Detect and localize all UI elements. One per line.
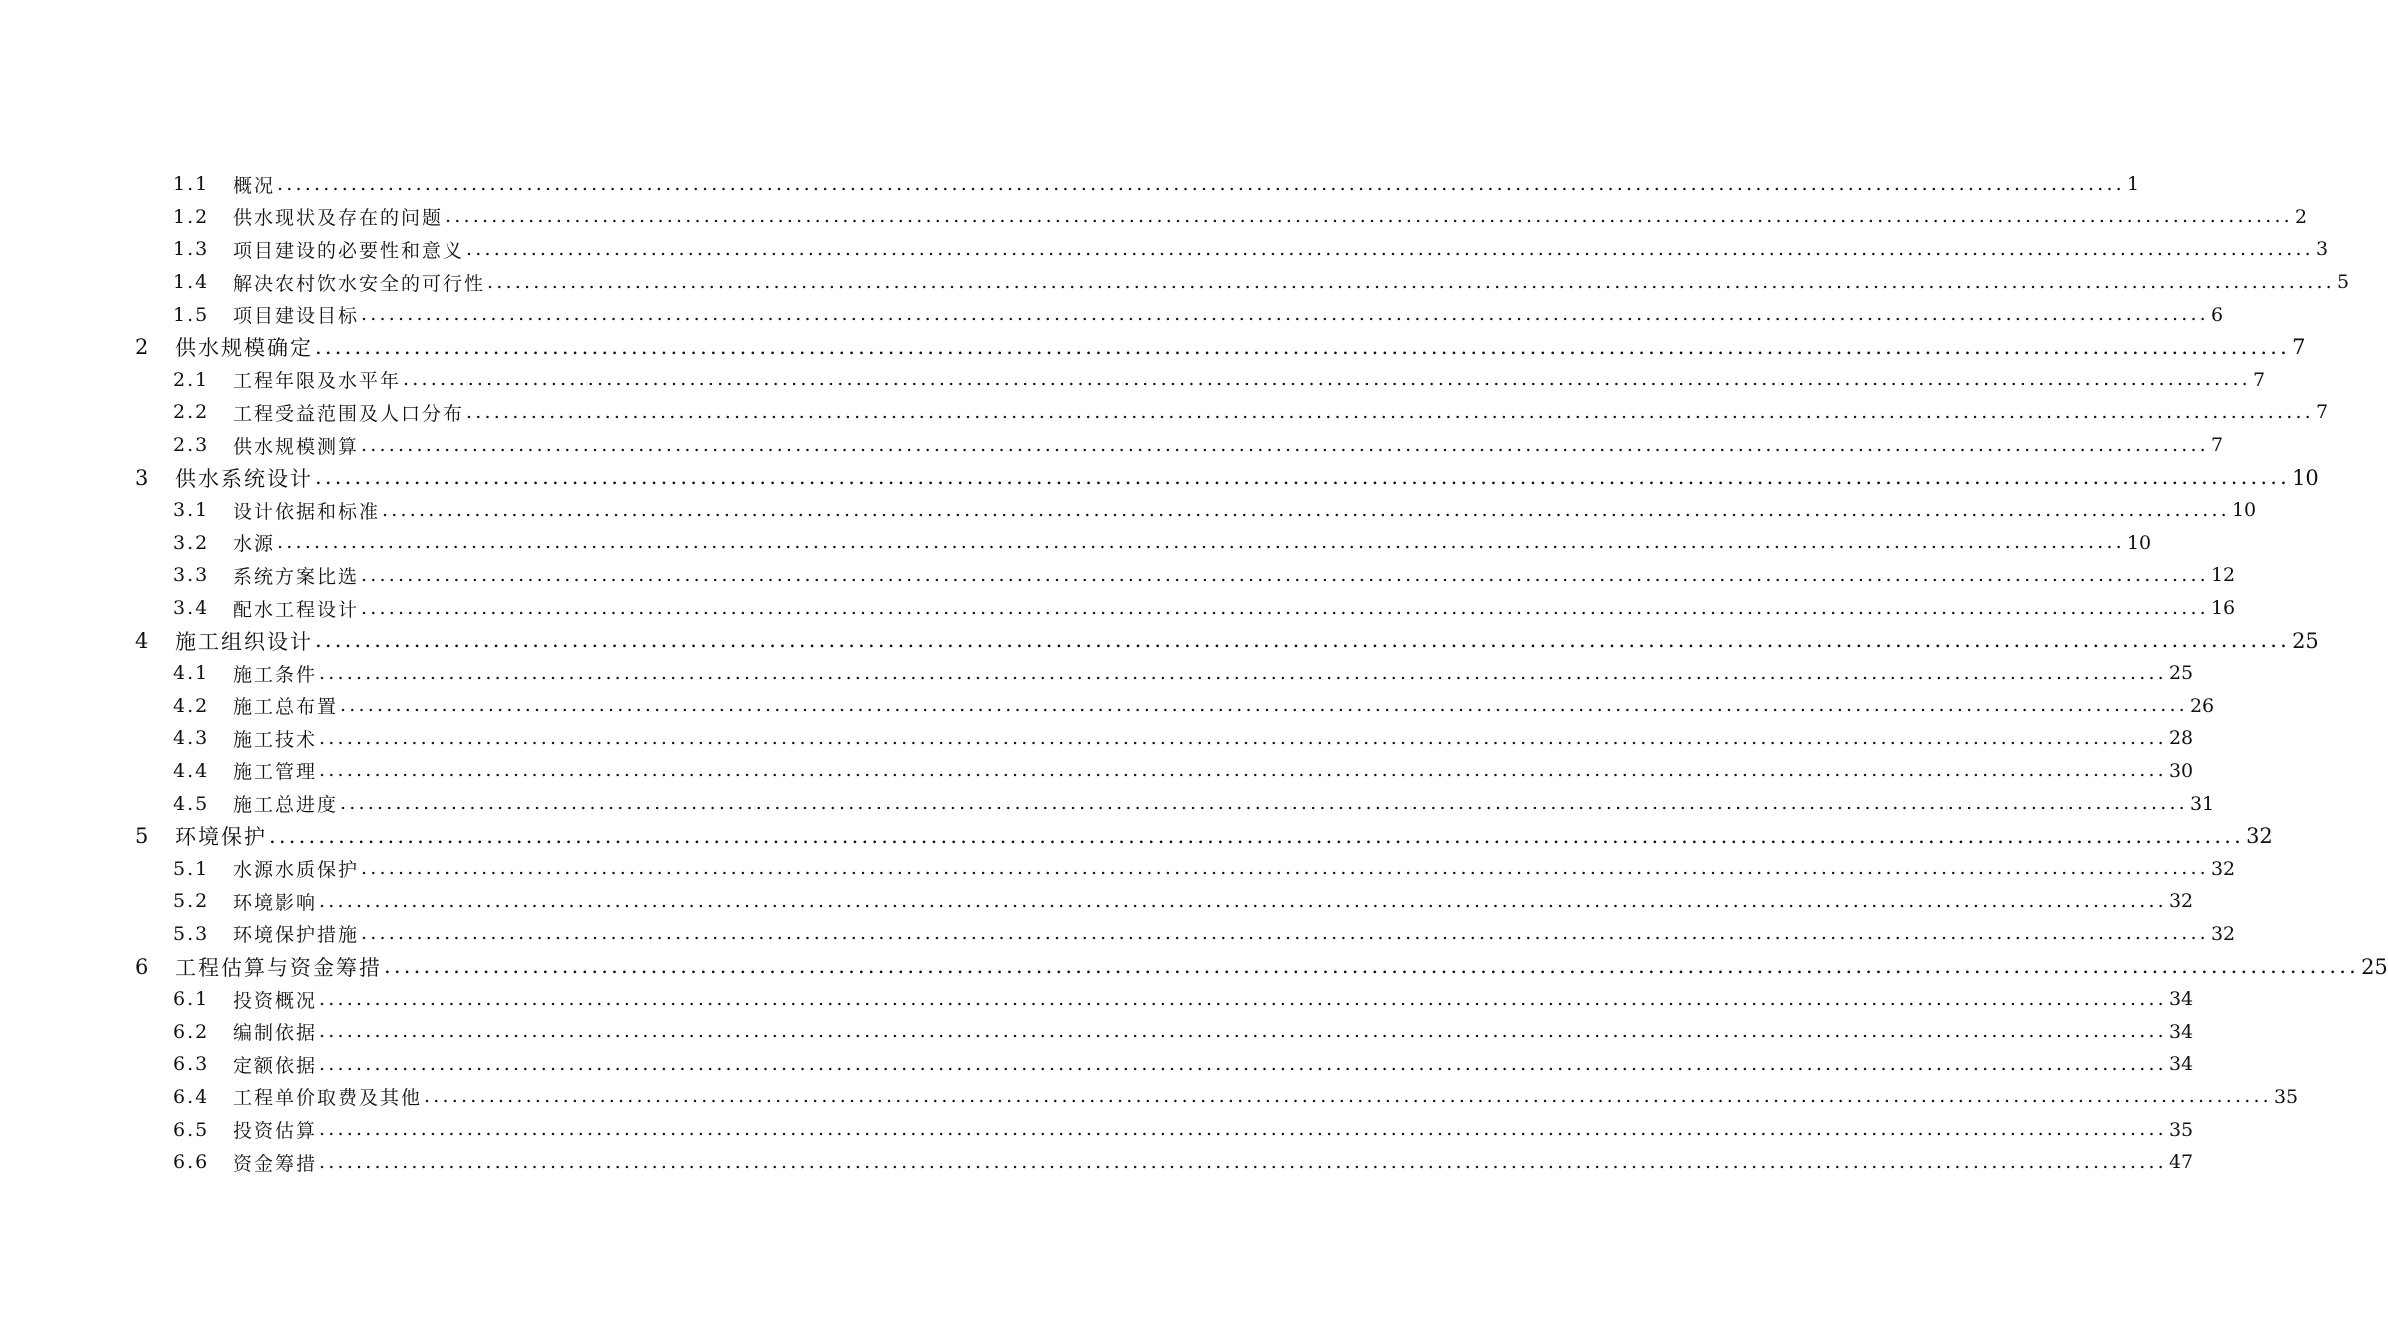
toc-entry-page-number: 16 bbox=[2210, 597, 2236, 620]
toc-entry-number: 1.3 bbox=[173, 238, 210, 261]
dot-leader: ........................................................................................................................................................................................................ bbox=[319, 889, 2167, 912]
dot-leader: ........................................................................................................................................................................................................ bbox=[319, 1150, 2167, 1173]
toc-section-entry[interactable] bbox=[135, 755, 2194, 788]
toc-section-entry[interactable] bbox=[135, 983, 2194, 1016]
toc-section-entry[interactable] bbox=[135, 1048, 2194, 1081]
toc-entry-number: 3.1 bbox=[173, 499, 210, 522]
toc-entry-title: 供水现状及存在的问题 bbox=[233, 207, 444, 230]
toc-entry-title: 施工总进度 bbox=[233, 794, 339, 817]
toc-section-entry[interactable] bbox=[135, 852, 2236, 885]
toc-section-entry[interactable] bbox=[135, 722, 2194, 755]
dot-leader: ........................................................................................................................................................................................................ bbox=[319, 759, 2167, 782]
toc-entry-page-number: 10 bbox=[2231, 499, 2257, 522]
dot-leader: ........................................................................................................................................................................................................ bbox=[382, 498, 2230, 521]
toc-entry-number: 2.1 bbox=[173, 368, 210, 391]
toc-section-entry[interactable] bbox=[135, 1015, 2194, 1048]
toc-section-entry[interactable] bbox=[135, 396, 2329, 429]
toc-section-entry[interactable] bbox=[135, 787, 2215, 820]
toc-section-entry[interactable] bbox=[135, 657, 2194, 690]
toc-entry-page-number: 5 bbox=[2336, 271, 2350, 294]
toc-entry-title: 工程单价取费及其他 bbox=[233, 1087, 423, 1110]
toc-entry-title: 项目建设的必要性和意义 bbox=[233, 239, 465, 262]
toc-entry-number: 1.1 bbox=[173, 173, 210, 196]
toc-entry-title: 解决农村饮水安全的可行性 bbox=[233, 272, 486, 295]
toc-section-entry[interactable] bbox=[135, 690, 2215, 723]
toc-entry-title: 工程受益范围及人口分布 bbox=[233, 402, 465, 425]
toc-entry-page-number: 10 bbox=[2126, 531, 2152, 554]
dot-leader: ........................................................................................................................................................................................................ bbox=[466, 400, 2314, 423]
toc-chapter-entry[interactable] bbox=[135, 624, 2319, 657]
toc-entry-number: 6 bbox=[135, 954, 149, 979]
toc-entry-title: 投资概况 bbox=[233, 989, 318, 1012]
toc-entry-page-number: 32 bbox=[2210, 922, 2236, 945]
table-of-contents bbox=[135, 168, 2388, 1178]
dot-leader: ........................................................................................................................................................................................................ bbox=[384, 954, 2360, 979]
toc-entry-title: 系统方案比选 bbox=[233, 565, 360, 588]
toc-entry-title: 资金筹措 bbox=[233, 1152, 318, 1175]
dot-leader: ........................................................................................................................................................................................................ bbox=[361, 433, 2209, 456]
toc-entry-number: 1.2 bbox=[173, 205, 210, 228]
toc-entry-title: 水源水质保护 bbox=[233, 859, 360, 882]
toc-section-entry[interactable] bbox=[135, 918, 2236, 951]
toc-entry-title: 项目建设目标 bbox=[233, 305, 360, 328]
toc-entry-number: 3.2 bbox=[173, 531, 210, 554]
toc-entry-title: 概况 bbox=[233, 174, 276, 197]
toc-entry-number: 4.1 bbox=[173, 662, 210, 685]
toc-entry-page-number: 25 bbox=[2168, 662, 2194, 685]
toc-entry-page-number: 7 bbox=[2315, 401, 2329, 424]
toc-section-entry[interactable] bbox=[135, 364, 2266, 397]
toc-section-entry[interactable] bbox=[135, 494, 2257, 527]
dot-leader: ........................................................................................................................................................................................................ bbox=[277, 531, 2125, 554]
toc-entry-title: 工程估算与资金筹措 bbox=[175, 955, 382, 980]
toc-entry-title: 环境保护措施 bbox=[233, 924, 360, 947]
toc-entry-page-number: 31 bbox=[2189, 792, 2215, 815]
toc-entry-title: 环境保护 bbox=[175, 825, 267, 850]
toc-entry-title: 施工条件 bbox=[233, 663, 318, 686]
toc-section-entry[interactable] bbox=[135, 592, 2236, 625]
toc-entry-number: 2 bbox=[135, 335, 149, 360]
toc-entry-page-number: 26 bbox=[2189, 694, 2215, 717]
dot-leader: ........................................................................................................................................................................................................ bbox=[319, 661, 2167, 684]
toc-entry-number: 5.2 bbox=[173, 890, 210, 913]
toc-section-entry[interactable] bbox=[135, 266, 2350, 299]
toc-entry-number: 2.3 bbox=[173, 434, 210, 457]
dot-leader: ........................................................................................................................................................................................................ bbox=[424, 1085, 2272, 1108]
toc-entry-title: 施工技术 bbox=[233, 728, 318, 751]
dot-leader: ........................................................................................................................................................................................................ bbox=[340, 694, 2188, 717]
toc-entry-page-number: 3 bbox=[2315, 238, 2329, 261]
dot-leader: ........................................................................................................................................................................................................ bbox=[487, 270, 2335, 293]
toc-section-entry[interactable] bbox=[135, 201, 2308, 234]
toc-entry-page-number: 34 bbox=[2168, 1020, 2194, 1043]
toc-entry-page-number: 7 bbox=[2252, 368, 2266, 391]
toc-entry-page-number: 28 bbox=[2168, 727, 2194, 750]
toc-entry-page-number: 7 bbox=[2210, 434, 2224, 457]
toc-entry-number: 4 bbox=[135, 628, 149, 653]
toc-entry-page-number: 32 bbox=[2210, 857, 2236, 880]
toc-entry-title: 设计依据和标准 bbox=[233, 500, 381, 523]
toc-entry-number: 5 bbox=[135, 824, 149, 849]
toc-entry-number: 6.3 bbox=[173, 1053, 210, 1076]
toc-entry-number: 1.4 bbox=[173, 271, 210, 294]
toc-entry-page-number: 6 bbox=[2210, 303, 2224, 326]
toc-section-entry[interactable] bbox=[135, 1113, 2194, 1146]
dot-leader: ........................................................................................................................................................................................................ bbox=[340, 792, 2188, 815]
dot-leader: ........................................................................................................................................................................................................ bbox=[361, 303, 2209, 326]
toc-chapter-entry[interactable] bbox=[135, 950, 2388, 983]
dot-leader: ........................................................................................................................................................................................................ bbox=[319, 1052, 2167, 1075]
dot-leader: ........................................................................................................................................................................................................ bbox=[319, 987, 2167, 1010]
toc-entry-page-number: 34 bbox=[2168, 988, 2194, 1011]
toc-chapter-entry[interactable] bbox=[135, 820, 2273, 853]
dot-leader: ........................................................................................................................................................................................................ bbox=[315, 628, 2291, 653]
dot-leader: ........................................................................................................................................................................................................ bbox=[269, 823, 2245, 848]
toc-section-entry[interactable] bbox=[135, 429, 2224, 462]
toc-entry-number: 6.4 bbox=[173, 1085, 210, 1108]
toc-entry-number: 4.3 bbox=[173, 727, 210, 750]
toc-entry-page-number: 30 bbox=[2168, 759, 2194, 782]
toc-entry-page-number: 25 bbox=[2361, 954, 2388, 979]
toc-entry-page-number: 7 bbox=[2292, 335, 2306, 360]
toc-entry-page-number: 47 bbox=[2168, 1151, 2194, 1174]
toc-section-entry[interactable] bbox=[135, 885, 2194, 918]
dot-leader: ........................................................................................................................................................................................................ bbox=[277, 172, 2125, 195]
toc-entry-page-number: 1 bbox=[2126, 173, 2140, 196]
toc-section-entry[interactable] bbox=[135, 1081, 2299, 1114]
dot-leader: ........................................................................................................................................................................................................ bbox=[319, 1118, 2167, 1141]
dot-leader: ........................................................................................................................................................................................................ bbox=[466, 237, 2314, 260]
toc-entry-title: 工程年限及水平年 bbox=[233, 370, 402, 393]
toc-entry-title: 施工总布置 bbox=[233, 696, 339, 719]
toc-entry-title: 施工组织设计 bbox=[175, 629, 313, 654]
toc-entry-number: 5.1 bbox=[173, 857, 210, 880]
toc-entry-title: 水源 bbox=[233, 533, 276, 556]
dot-leader: ........................................................................................................................................................................................................ bbox=[319, 1020, 2167, 1043]
toc-entry-title: 环境影响 bbox=[233, 891, 318, 914]
dot-leader: ........................................................................................................................................................................................................ bbox=[319, 726, 2167, 749]
toc-chapter-entry[interactable] bbox=[135, 461, 2319, 494]
toc-entry-page-number: 2 bbox=[2294, 205, 2308, 228]
toc-entry-number: 3 bbox=[135, 465, 149, 490]
toc-entry-number: 3.4 bbox=[173, 597, 210, 620]
toc-entry-number: 2.2 bbox=[173, 401, 210, 424]
toc-entry-title: 配水工程设计 bbox=[233, 598, 360, 621]
toc-chapter-entry[interactable] bbox=[135, 331, 2306, 364]
toc-entry-number: 5.3 bbox=[173, 922, 210, 945]
toc-entry-number: 3.3 bbox=[173, 564, 210, 587]
toc-entry-number: 4.4 bbox=[173, 759, 210, 782]
toc-entry-title: 编制依据 bbox=[233, 1022, 318, 1045]
toc-entry-page-number: 32 bbox=[2168, 890, 2194, 913]
dot-leader: ........................................................................................................................................................................................................ bbox=[315, 465, 2291, 490]
toc-entry-title: 施工管理 bbox=[233, 761, 318, 784]
toc-entry-page-number: 25 bbox=[2292, 628, 2319, 653]
toc-section-entry[interactable] bbox=[135, 559, 2236, 592]
toc-entry-title: 供水规模确定 bbox=[175, 336, 313, 361]
dot-leader: ........................................................................................................................................................................................................ bbox=[361, 857, 2209, 880]
toc-entry-number: 4.5 bbox=[173, 792, 210, 815]
dot-leader: ........................................................................................................................................................................................................ bbox=[445, 205, 2293, 228]
toc-entry-page-number: 32 bbox=[2246, 824, 2273, 849]
toc-entry-number: 6.6 bbox=[173, 1151, 210, 1174]
toc-entry-title: 投资估算 bbox=[233, 1120, 318, 1143]
dot-leader: ........................................................................................................................................................................................................ bbox=[361, 563, 2209, 586]
toc-entry-number: 1.5 bbox=[173, 303, 210, 326]
toc-entry-number: 6.2 bbox=[173, 1020, 210, 1043]
toc-section-entry[interactable] bbox=[135, 233, 2329, 266]
toc-entry-page-number: 12 bbox=[2210, 564, 2236, 587]
dot-leader: ........................................................................................................................................................................................................ bbox=[403, 368, 2251, 391]
toc-entry-number: 6.1 bbox=[173, 988, 210, 1011]
toc-entry-number: 6.5 bbox=[173, 1118, 210, 1141]
dot-leader: ........................................................................................................................................................................................................ bbox=[315, 334, 2291, 359]
toc-section-entry[interactable] bbox=[135, 1146, 2194, 1179]
toc-entry-page-number: 10 bbox=[2292, 465, 2319, 490]
toc-entry-title: 定额依据 bbox=[233, 1054, 318, 1077]
toc-entry-title: 供水规模测算 bbox=[233, 435, 360, 458]
toc-entry-page-number: 34 bbox=[2168, 1053, 2194, 1076]
toc-section-entry[interactable] bbox=[135, 168, 2140, 201]
toc-entry-page-number: 35 bbox=[2168, 1118, 2194, 1141]
dot-leader: ........................................................................................................................................................................................................ bbox=[361, 596, 2209, 619]
toc-section-entry[interactable] bbox=[135, 527, 2152, 560]
toc-entry-number: 4.2 bbox=[173, 694, 210, 717]
toc-entry-page-number: 35 bbox=[2273, 1085, 2299, 1108]
dot-leader: ........................................................................................................................................................................................................ bbox=[361, 922, 2209, 945]
toc-section-entry[interactable] bbox=[135, 298, 2224, 331]
toc-entry-title: 供水系统设计 bbox=[175, 466, 313, 491]
